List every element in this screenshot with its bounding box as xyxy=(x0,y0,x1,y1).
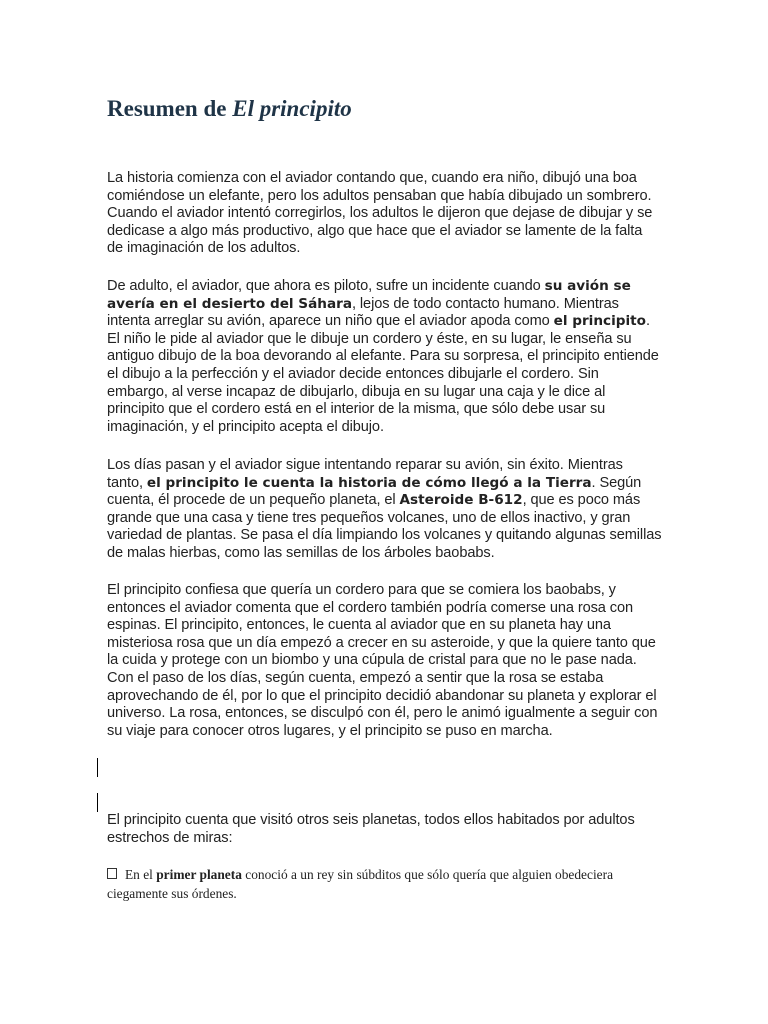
text-cursor xyxy=(97,793,98,812)
list-item-text: conoció a un rey sin súbditos que sólo quería que alguien obedeciera ciegamente sus órdenes. xyxy=(107,867,614,901)
document-title xyxy=(107,94,352,124)
paragraph-text: , que es poco más grande que una casa y tiene tres pequeños volcanes, uno de ellos inactivo, y gran variedad de plantas. Se pasa el día limpiando los volcanes y quitando algunas semillas de malas hierbas, como las semillas de los árboles baobabs. xyxy=(107,492,662,561)
paragraph-text: , lejos de todo contacto humano. Mientras intenta arreglar su avión, aparece un niño que el aviador apoda como xyxy=(107,295,619,330)
title-prefix: Resumen de xyxy=(107,96,233,121)
bold-phrase: su avión se avería en el desierto del Sáhara xyxy=(107,278,631,312)
paragraph-text: . El niño le pide al aviador que le dibuje un cordero y éste, en su lugar, le enseña su antiguo dibujo de la boa devorando al elefante. Para su sorpresa, el principito entiende el dibujo a la perfección y el aviador decide entonces dibujarle el cordero. Sin embargo, al verse incapaz de dibujarlo, dibuja en su lugar una caja y le dice al principito que el cordero está en el interior de la misma, que sólo debe usar su imaginación, y el principito acepta el dibujo. xyxy=(107,313,659,435)
paragraph-text: El principito cuenta que visitó otros seis planetas, todos ellos habitados por adultos estrechos de miras: xyxy=(107,812,635,846)
paragraph-text: El principito confiesa que quería un cordero para que se comiera los baobabs, y entonces el aviador comenta que el cordero también podría comerse una rosa con espinas. El principito, entonces, le cuenta al aviador que en su planeta hay una misteriosa rosa que un día empezó a crecer en su asteroide, y que la quiere tanto que la cuida y protege con un biombo y una cúpula de cristal para que no le pase nada. Con el paso de los días, según cuenta, empezó a sentir que la rosa se estaba aprovechando de él, por lo que el principito decidió abandonar su planeta y explorar el universo. La rosa, entonces, se disculpó con él, pero le animó igualmente a seguir con su viaje para conocer otros lugares, y el principito se puso en marcha. xyxy=(107,582,658,739)
paragraph-text: . Según cuenta, él procede de un pequeño planeta, el xyxy=(107,474,642,509)
paragraph-desert xyxy=(107,278,662,436)
bold-phrase: el principito le cuenta la historia de cómo llegó a la Tierra xyxy=(146,474,592,491)
bold-phrase: el principito xyxy=(553,313,646,330)
paragraph-text: De adulto, el aviador, que ahora es piloto, sufre un incidente cuando xyxy=(107,278,545,294)
title-book-name: El principito xyxy=(232,96,352,121)
list-item xyxy=(107,865,627,903)
paragraph-text: Los días pasan y el aviador sigue intentando reparar su avión, sin éxito. Mientras tanto, xyxy=(107,457,623,491)
paragraph-text: La historia comienza con el aviador contando que, cuando era niño, dibujó una boa comiéndose un elefante, pero los adultos pensaban que había dibujado un sombrero. Cuando el aviador intentó corregirlos, los adultos le dijeron que dejase de dibujar y se dedicase a algo más productivo, algo que hace que el aviador se lamente de la falta de imaginación de los adultos. xyxy=(107,170,653,257)
paragraph-asteroid xyxy=(107,457,662,563)
bold-phrase: primer planeta xyxy=(156,867,242,882)
paragraph-rose xyxy=(107,582,662,740)
text-cursor xyxy=(97,758,98,777)
bold-phrase: Asteroide B-612 xyxy=(399,492,523,509)
paragraph-intro xyxy=(107,170,662,258)
paragraph-planets xyxy=(107,812,662,847)
checkbox-bullet-icon xyxy=(107,868,117,879)
list-item-text: En el xyxy=(125,867,157,882)
